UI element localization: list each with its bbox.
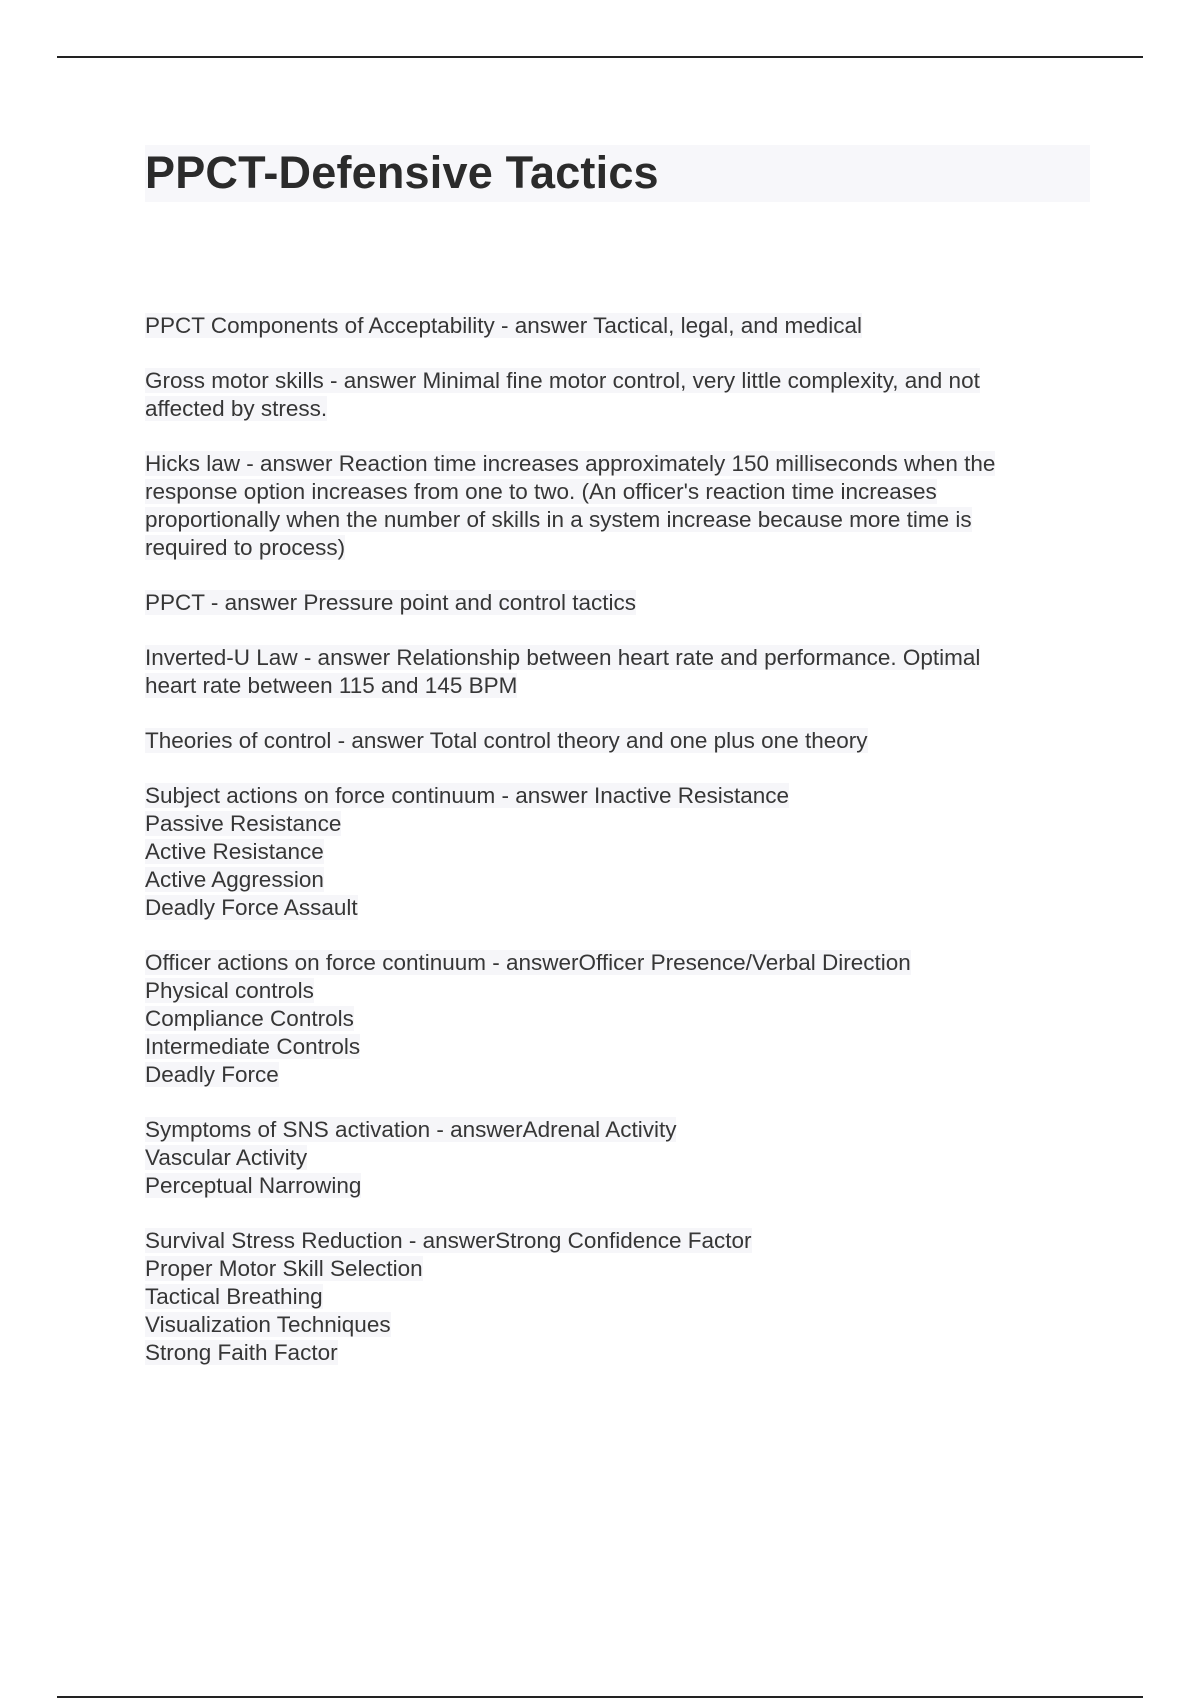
flashcard-list xyxy=(145,312,1075,1394)
entry-line: Tactical Breathing xyxy=(145,1284,323,1309)
entry-ppct-components xyxy=(145,312,1075,340)
entry-line: Officer actions on force continuum - answerOfficer Presence/Verbal Direction xyxy=(145,950,911,975)
document-title: PPCT-Defensive Tactics xyxy=(145,147,659,198)
entry-line: Survival Stress Reduction - answerStrong Confidence Factor xyxy=(145,1228,752,1253)
entry-hicks-law xyxy=(145,450,1075,562)
entry-line: PPCT - answer Pressure point and control tactics xyxy=(145,590,637,615)
entry-line: Active Aggression xyxy=(145,867,324,892)
entry-subject-actions xyxy=(145,782,1075,922)
entry-survival-stress xyxy=(145,1227,1075,1367)
entry-line: required to process) xyxy=(145,535,346,560)
entry-line: Hicks law - answer Reaction time increases approximately 150 milliseconds when the xyxy=(145,451,996,476)
entry-line: proportionally when the number of skills in a system increase because more time is xyxy=(145,507,972,532)
entry-line: Intermediate Controls xyxy=(145,1034,361,1059)
entry-gross-motor-skills xyxy=(145,367,1075,423)
entry-line: PPCT Components of Acceptability - answer Tactical, legal, and medical xyxy=(145,313,863,338)
entry-ppct-definition xyxy=(145,589,1075,617)
entry-line: heart rate between 115 and 145 BPM xyxy=(145,673,518,698)
entry-line: Vascular Activity xyxy=(145,1145,308,1170)
bottom-rule xyxy=(57,1696,1143,1698)
entry-line: Proper Motor Skill Selection xyxy=(145,1256,423,1281)
entry-sns-activation xyxy=(145,1116,1075,1200)
entry-inverted-u-law xyxy=(145,644,1075,700)
entry-line: Passive Resistance xyxy=(145,811,342,836)
entry-line: response option increases from one to two. (An officer's reaction time increases xyxy=(145,479,937,504)
entry-line: Inverted-U Law - answer Relationship between heart rate and performance. Optimal xyxy=(145,645,981,670)
entry-line: Theories of control - answer Total control theory and one plus one theory xyxy=(145,728,868,753)
entry-line: Strong Faith Factor xyxy=(145,1340,338,1365)
entry-line: Active Resistance xyxy=(145,839,324,864)
entry-line: Subject actions on force continuum - answer Inactive Resistance xyxy=(145,783,790,808)
entry-line: Symptoms of SNS activation - answerAdrenal Activity xyxy=(145,1117,677,1142)
entry-line: affected by stress. xyxy=(145,396,328,421)
entry-line: Visualization Techniques xyxy=(145,1312,391,1337)
entry-officer-actions xyxy=(145,949,1075,1089)
entry-line: Deadly Force Assault xyxy=(145,895,358,920)
entry-line: Perceptual Narrowing xyxy=(145,1173,362,1198)
entry-line: Compliance Controls xyxy=(145,1006,354,1031)
entry-line: Physical controls xyxy=(145,978,314,1003)
entry-theories-of-control xyxy=(145,727,1075,755)
top-rule xyxy=(57,56,1143,58)
entry-line: Deadly Force xyxy=(145,1062,279,1087)
entry-line: Gross motor skills - answer Minimal fine motor control, very little complexity, and not xyxy=(145,368,980,393)
